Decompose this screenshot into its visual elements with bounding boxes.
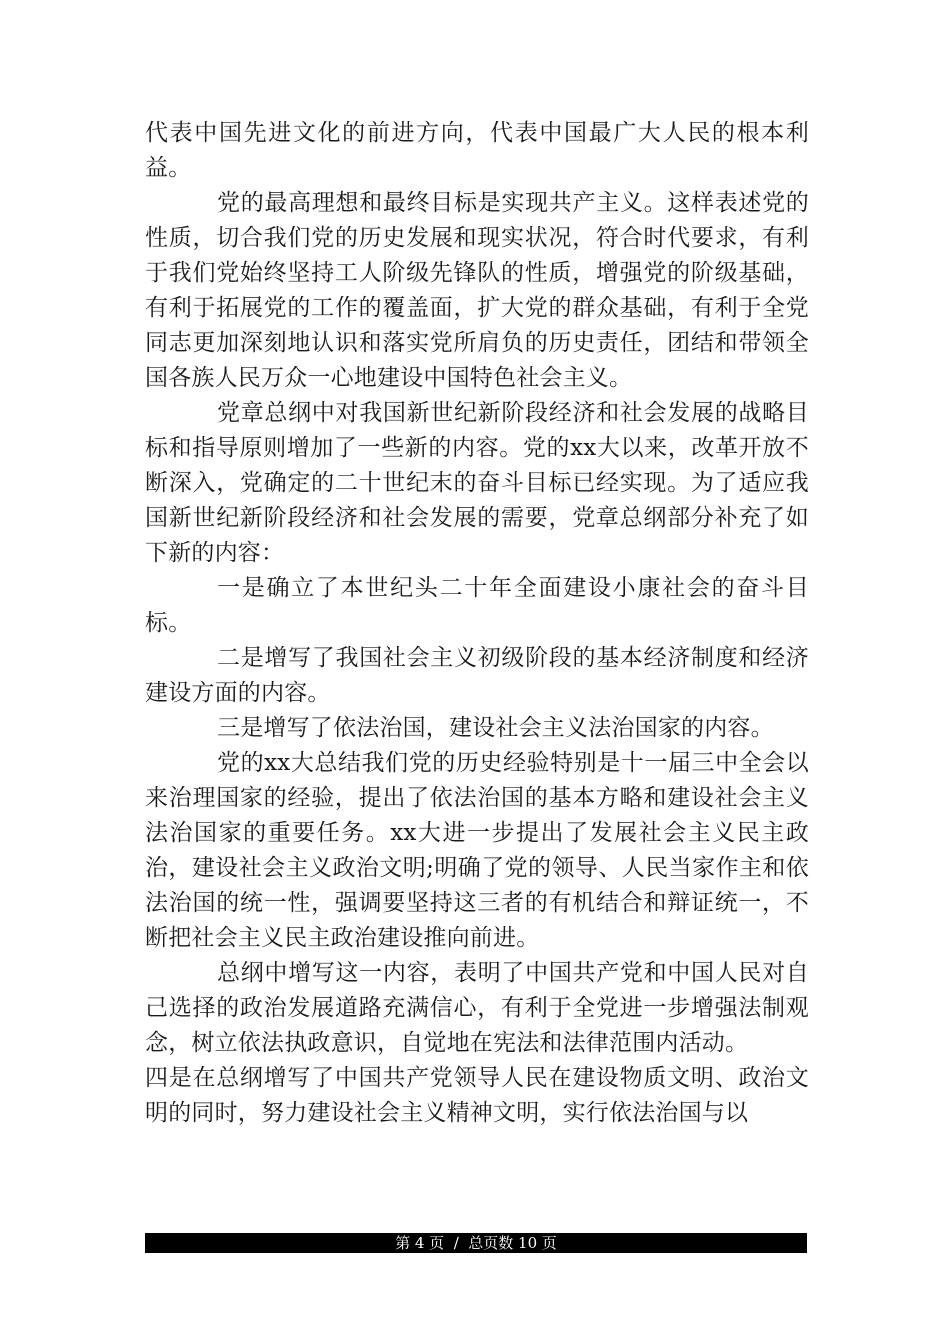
paragraph-2: 党的最高理想和最终目标是实现共产主义。这样表述党的性质，切合我们党的历史发展和现实状况，符合时代要求，有利于我们党始终坚持工人阶级先锋队的性质，增强党的阶级基础，有利于拓展党的工作的覆盖面，扩大党的群众基础，有利于全党同志更加深刻地认识和落实党所肩负的历史责任，团结和带领全国各族人民万众一心地建设中国特色社会主义。 (145, 190, 809, 391)
paragraph-6: 三是增写了依法治国，建设社会主义法治国家的内容。 (217, 715, 774, 741)
paragraph-9: 四是在总纲增写了中国共产党领导人民在建设物质文明、政治文明的同时，努力建设社会主义精神文明，实行依法治国与以 (145, 1065, 809, 1126)
paragraph-3: 党章总纲中对我国新世纪新阶段经济和社会发展的战略目标和指导原则增加了一些新的内容。党的xx大以来，改革开放不断深入，党确定的二十世纪末的奋斗目标已经实现。为了适应我国新世纪新阶段经济和社会发展的需要，党章总纲部分补充了如下新的内容： (145, 400, 809, 566)
document-body (145, 116, 809, 1131)
paragraph-1: 代表中国先进文化的前进方向，代表中国最广大人民的根本利益。 (145, 120, 809, 181)
paragraph-4: 一是确立了本世纪头二十年全面建设小康社会的奋斗目标。 (145, 575, 809, 636)
paragraph-5: 二是增写了我国社会主义初级阶段的基本经济制度和经济建设方面的内容。 (145, 645, 809, 706)
paragraph-8: 总纲中增写这一内容，表明了中国共产党和中国人民对自己选择的政治发展道路充满信心，有利于全党进一步增强法制观念，树立依法执政意识，自觉地在宪法和法律范围内活动。 (145, 960, 809, 1056)
paragraph-7: 党的xx大总结我们党的历史经验特别是十一届三中全会以来治理国家的经验，提出了依法治国的基本方略和建设社会主义法治国家的重要任务。xx大进一步提出了发展社会主义民主政治，建设社会主义政治文明;明确了党的领导、人民当家作主和依法治国的统一性，强调要坚持这三者的有机结合和辩证统一，不断把社会主义民主政治建设推向前进。 (145, 750, 809, 951)
page-number-label: 第 4 页 / 总页数 10 页 (395, 1234, 557, 1252)
page-footer (145, 1233, 807, 1253)
